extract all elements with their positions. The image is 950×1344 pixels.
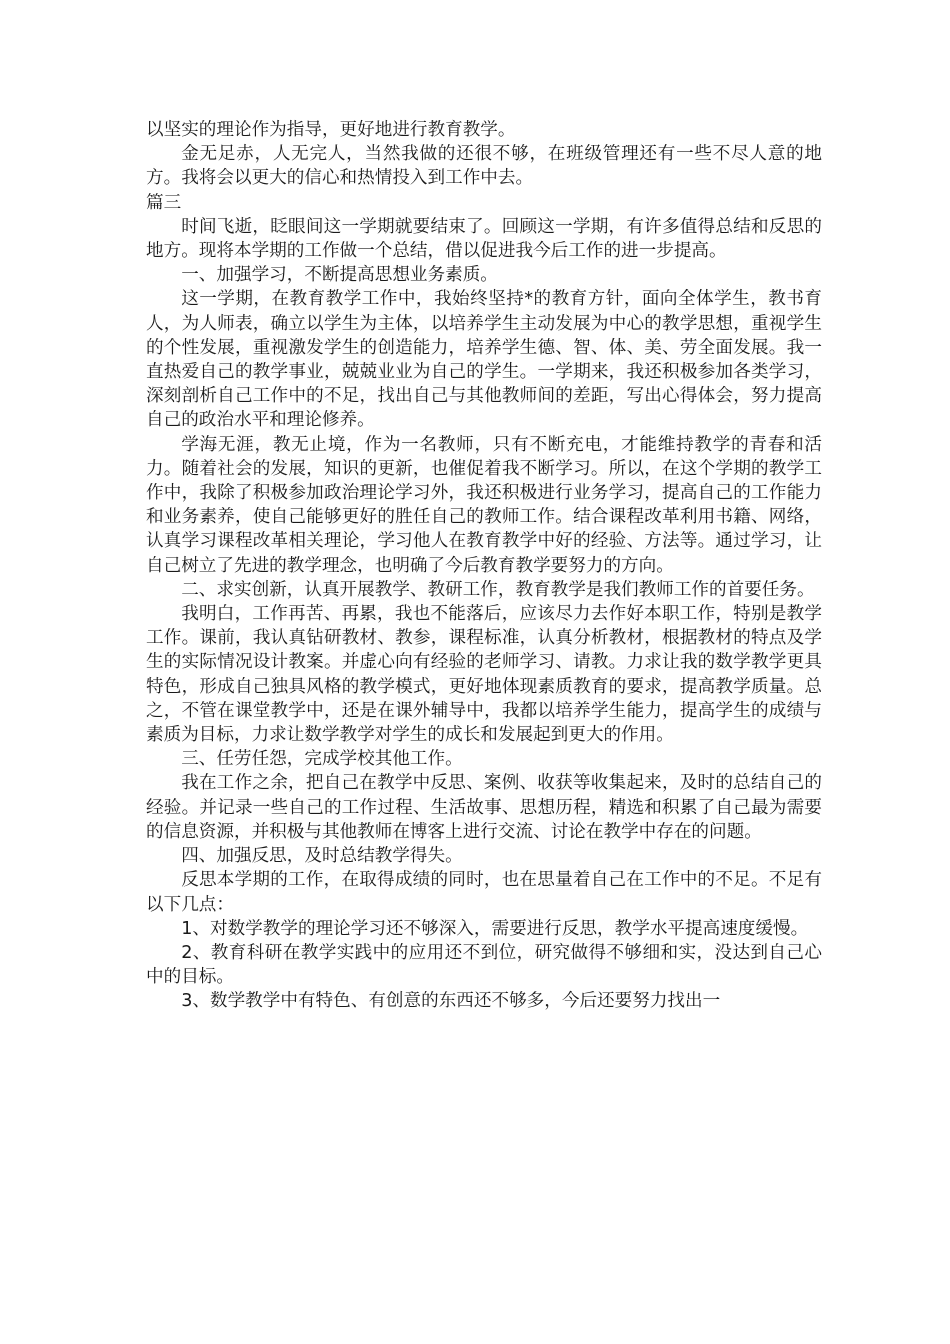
paragraph: 学海无涯，教无止境，作为一名教师，只有不断充电，才能维持教学的青春和活力。随着社会的发展，知识的更新，也催促着我不断学习。所以，在这个学期的教学工作中，我除了积极参加政治理论学习外，我还积极进行业务学习，提高自己的工作能力和业务素养，使自己能够更好的胜任自己的教师工作。结合课程改革利用书籍、网络，认真学习课程改革相关理论，学习他人在教育教学中好的经验、方法等。通过学习，让自己树立了先进的教学理念，也明确了今后教育教学要努力的方向。 [146,434,822,576]
document-body [146,118,822,1014]
list-item: 1、对数学教学的理论学习还不够深入，需要进行反思，教学水平提高速度缓慢。 [181,918,809,939]
paragraph: 这一学期，在教育教学工作中，我始终坚持*的教育方针，面向全体学生，教书育人，为人师表，确立以学生为主体，以培养学生主动发展为中心的教学思想，重视学生的个性发展，重视激发学生的创造能力，培养学生德、智、体、美、劳全面发展。我一直热爱自己的教学事业，兢兢业业为自己的学生。一学期来，我还积极参加各类学习，深刻剖析自己工作中的不足，找出自己与其他教师间的差距，写出心得体会，努力提高自己的政治水平和理论修养。 [146,289,822,431]
paragraph: 我明白，工作再苦、再累，我也不能落后，应该尽力去作好本职工作，特别是教学工作。课前，我认真钻研教材、教参，课程标准，认真分析教材，根据教材的特点及学生的实际情况设计教案。并虚心向有经验的老师学习、请教。力求让我的数学教学更具特色，形成自己独具风格的教学模式，更好地体现素质教育的要求，提高教学质量。总之，不管在课堂教学中，还是在课外辅导中，我都以培养学生能力，提高学生的成绩与素质为目标，力求让数学教学对学生的成长和发展起到更大的作用。 [146,604,822,746]
paragraph-continuation: 以坚实的理论作为指导，更好地进行教育教学。 [146,120,516,140]
paragraph: 我在工作之余，把自己在教学中反思、案例、收获等收集起来，及时的总结自己的经验。并记录一些自己的工作过程、生活故事、思想历程，精选和积累了自己最为需要的信息资源，并积极与其他教师在博客上进行交流、讨论在教学中存在的问题。 [146,773,822,842]
section-heading: 四、加强反思，及时总结教学得失。 [181,846,463,867]
section-heading: 一、加强学习，不断提高思想业务素质。 [181,265,498,286]
paragraph: 金无足赤，人无完人，当然我做的还很不够，在班级管理还有一些不尽人意的地方。我将会以更大的信心和热情投入到工作中去。 [146,144,822,189]
list-item: 3、数学教学中有特色、有创意的东西还不够多，今后还要努力找出一 [181,991,721,1012]
paragraph: 反思本学期的工作，在取得成绩的同时，也在思量着自己在工作中的不足。不足有以下几点： [146,870,822,915]
section-heading: 三、任劳任怨，完成学校其他工作。 [181,749,463,770]
paragraph: 时间飞逝，眨眼间这一学期就要结束了。回顾这一学期，有许多值得总结和反思的地方。现将本学期的工作做一个总结，借以促进我今后工作的进一步提高。 [146,216,822,262]
section-title: 篇三 [146,192,182,213]
section-heading: 二、求实创新，认真开展教学、教研工作，教育教学是我们教师工作的首要任务。 [181,579,815,600]
list-item: 2、教育科研在教学实践中的应用还不到位，研究做得不够细和实，没达到自己心中的目标。 [146,942,822,988]
